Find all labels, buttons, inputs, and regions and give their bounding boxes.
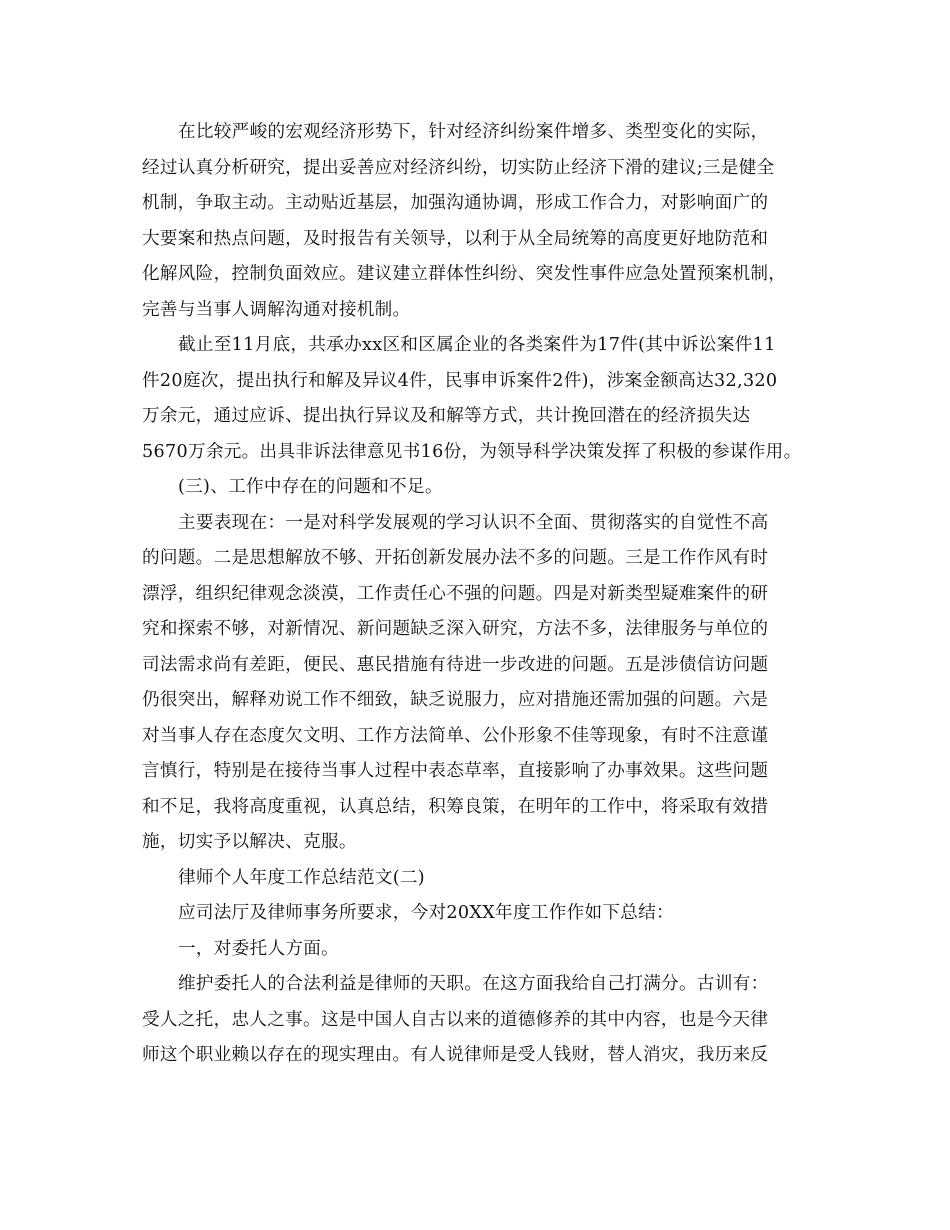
text-line: 件20庭次，提出执行和解及异议4件，民事申诉案件2件)，涉案金额高达32,320 — [142, 370, 778, 391]
text-line: 的问题。二是思想解放不够、开拓创新发展办法不多的问题。三是工作作风有时 — [142, 548, 769, 568]
text-line: 受人之托，忠人之事。这是中国人自古以来的道德修养的其中内容，也是今天律 — [142, 1009, 769, 1030]
text-line: 施，切实予以解决、克服。 — [142, 832, 357, 852]
text-line: 仍很突出，解释劝说工作不细致，缺乏说服力，应对措施还需加强的问题。六是 — [142, 690, 769, 710]
text-line: 言慎行，特别是在接待当事人过程中表态草率，直接影响了办事效果。这些问题 — [142, 761, 769, 781]
text-line: 司法需求尚有差距，便民、惠民措施有待进一步改进的问题。五是涉债信访问题 — [142, 654, 769, 675]
text-line: 5670万余元。出具非诉法律意见书16份，为领导科学决策发挥了积极的参谋作用。 — [142, 441, 802, 462]
text-line: 完善与当事人调解沟通对接机制。 — [142, 299, 411, 320]
text-line: 对当事人存在态度欠文明、工作方法简单、公仆形象不佳等现象，有时不注意谨 — [142, 725, 769, 746]
text-line: 大要案和热点问题，及时报告有关领导，以利于从全局统筹的高度更好地防范和 — [142, 228, 769, 249]
text-line: 万余元，通过应诉、提出执行异议及和解等方式，共计挽回潜在的经济损失达 — [142, 406, 751, 426]
text-line: 化解风险，控制负面效应。建议建立群体性纠纷、突发性事件应急处置预案机制， — [142, 264, 787, 284]
text-line: 截止至11月底，共承办xx区和区属企业的各类案件为17件(其中诉讼案件11 — [178, 335, 776, 355]
text-line: 应司法厅及律师事务所要求，今对20XX年度工作作如下总结： — [178, 903, 674, 923]
text-line: 律师个人年度工作总结范文(二) — [178, 867, 425, 888]
text-line: 机制，争取主动。主动贴近基层，加强沟通协调，形成工作合力，对影响面广的 — [142, 193, 769, 213]
text-line: 师这个职业赖以存在的现实理由。有人说律师是受人钱财，替人消灾，我历来反 — [142, 1045, 769, 1065]
document-body — [142, 115, 822, 1074]
text-line: 漂浮，组织纪律观念淡漠，工作责任心不强的问题。四是对新类型疑难案件的研 — [142, 583, 769, 604]
text-line: (三)、工作中存在的问题和不足。 — [178, 477, 443, 497]
text-line: 一，对委托人方面。 — [178, 938, 340, 959]
text-line: 在比较严峻的宏观经济形势下，针对经济纠纷案件增多、类型变化的实际， — [178, 122, 769, 142]
text-line: 主要表现在：一是对科学发展观的学习认识不全面、贯彻落实的自觉性不高 — [178, 512, 769, 533]
text-line: 经过认真分析研究，提出妥善应对经济纠纷，切实防止经济下滑的建议;三是健全 — [142, 157, 775, 178]
text-line: 究和探索不够，对新情况、新问题缺乏深入研究，方法不多，法律服务与单位的 — [142, 619, 769, 639]
text-line: 和不足，我将高度重视，认真总结，积筹良策，在明年的工作中，将采取有效措 — [142, 796, 769, 817]
text-line: 维护委托人的合法利益是律师的天职。在这方面我给自己打满分。古训有： — [178, 974, 769, 994]
